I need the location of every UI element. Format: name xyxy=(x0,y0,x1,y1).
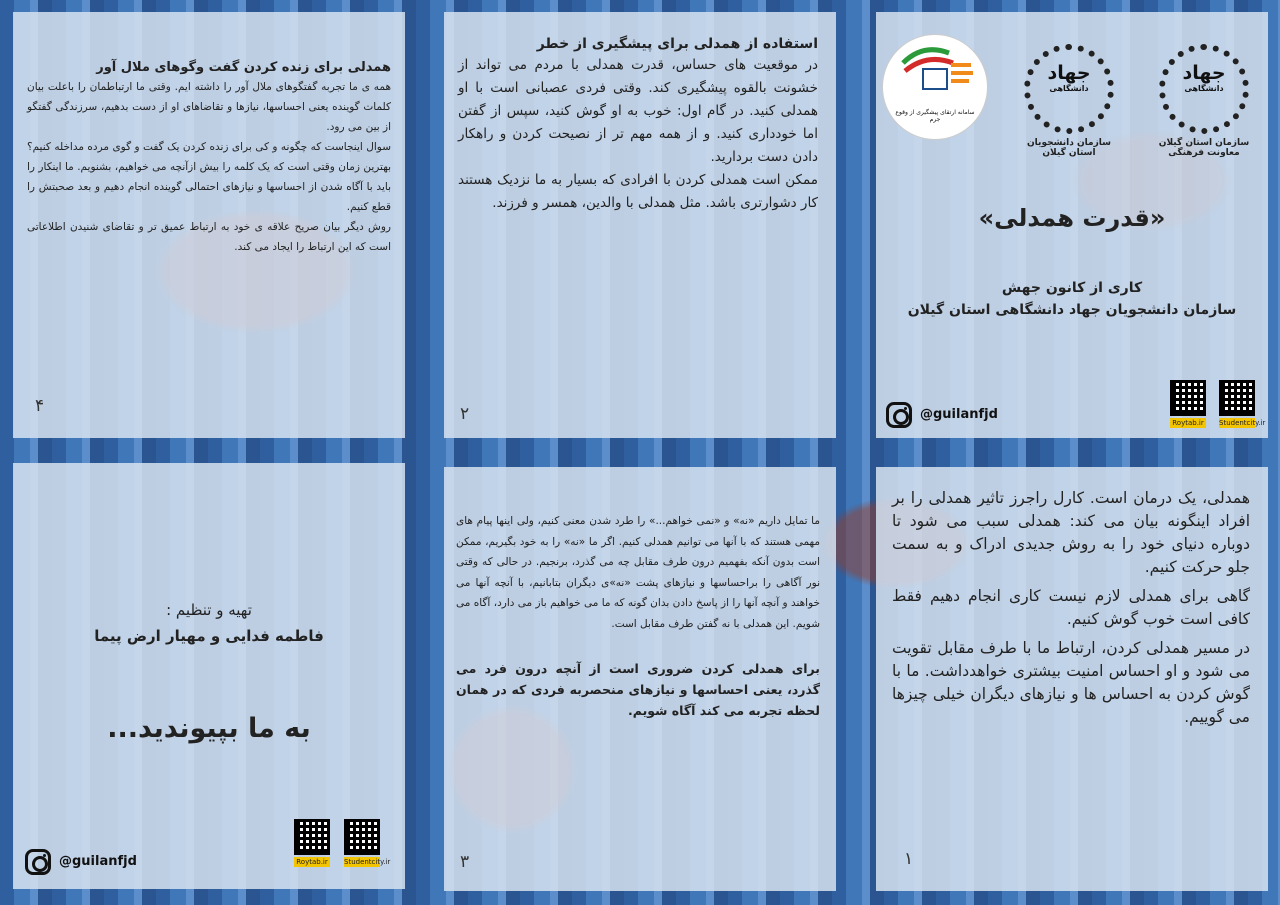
brochure-organization: سازمان دانشجویان جهاد دانشگاهی استان گیلان xyxy=(907,302,1237,318)
qr-code-studentcity[interactable] xyxy=(344,819,380,855)
panel2-title: استفاده از همدلی برای پیشگیری از خطر xyxy=(536,36,818,52)
emblem-icon xyxy=(883,35,987,105)
panel1-paragraph: همدلی، یک درمان است. کارل راجرز تاثیر همدلی را بر افراد اینگونه بیان می کند: همدلی سبب می شود تا دوباره دنیای خود را به روش جدیدی ادراک و به سمت جلو حرکت کنیم. xyxy=(892,489,1250,576)
brochure-subtitle: کاری از کانون جهش xyxy=(1001,280,1143,296)
panel-page-4 xyxy=(13,12,405,438)
cover-panel xyxy=(876,12,1268,438)
panel3-emphasis: برای همدلی کردن ضروری است از آنچه درون فرد می گذرد، یعنی احساسها و نیازهای منحصربه فردی که در همان لحظه تجربه می کند آگاه شویم. xyxy=(456,661,820,718)
crime-prevention-logo xyxy=(882,34,988,140)
qr-label: Studentcity.ir xyxy=(1219,419,1266,427)
panel-page-2 xyxy=(444,12,836,438)
jahad-logo-left xyxy=(1159,44,1249,134)
panel2-paragraph: ممکن است همدلی کردن با افرادی که بسیار به ما نزدیک هستند کار دشوارتری باشد. مثل همدلی با والدین، همسر و فرزند. xyxy=(458,172,818,211)
instagram-icon[interactable] xyxy=(25,849,51,875)
logo-word: جهاد xyxy=(1182,62,1226,84)
qr-code-roytab[interactable] xyxy=(294,819,330,855)
page-number: ۲ xyxy=(460,404,470,424)
brochure-title: «قدرت همدلی» xyxy=(978,204,1166,232)
prepared-by-label: تهیه و تنظیم : xyxy=(166,601,252,619)
qr-label: Roytab.ir xyxy=(1170,418,1206,428)
qr-code-roytab[interactable] xyxy=(1170,380,1206,416)
panel4-title: همدلی برای زنده کردن گفت وگوهای ملال آور xyxy=(96,60,391,75)
logo-sub: دانشگاهی xyxy=(1049,84,1089,93)
panel3-paragraph: ما تمایل داریم «نه» و «نمی خواهم...» را طرد شدن معنی کنیم، ولی اینها پیام های مهمی هستند که با آنها می توانیم همدلی کنیم. اگر ما «نه» را به خود بگیریم، ممکن است بدون آنکه بفهمیم درون طرف مقابل چه می گذرد، برنجیم. در حالی که وقتی نور آگاهی را براحساسها و نیازهای پشت «نه»ی دیگران بتابانیم، با آنچه آنها می خواهند و آنچه آنها را از پاسخ دادن بدان گونه که ما می خواهیم باز می دارد، آگاه می شویم. این همدلی با نه گفتن طرف مقابل است. xyxy=(456,515,820,630)
jahad-logo-right xyxy=(1024,44,1114,134)
logo-caption: سازمان استان گیلان معاونت فرهنگی xyxy=(1158,138,1250,158)
page-number: ۴ xyxy=(35,396,45,416)
panel-page-3 xyxy=(444,467,836,891)
panel-page-1 xyxy=(876,467,1268,891)
panel4-paragraph: سوال اینجاست که چگونه و کی برای زنده کردن یک گفت و گوی مرده مداخله کنیم؟ بهترین زمان وقتی است که یک کلمه را بیش ازآنچه می خواهیم، بشنویم. ما اینکار را باید با آگاه شدن از احساسها و نیازهای احتمالی گوینده انجام دهیم و بعد صحبتش را قطع کنیم. xyxy=(27,141,391,213)
qr-label: Studentcity.ir xyxy=(344,858,391,866)
logo-caption: سازمان دانشجویان استان گیلان xyxy=(1027,138,1111,158)
join-us-heading: به ما بپیوندید... xyxy=(107,713,311,744)
qr-label: Roytab.ir xyxy=(294,857,330,867)
panel4-paragraph: روش دیگر بیان صریح علاقه ی خود به ارتباط عمیق تر و تقاضای شنیدن اطلاعاتی است که این ارتباط را ایجاد می کند. xyxy=(27,221,391,253)
panel2-paragraph: در موقعیت های حساس، قدرت همدلی با مردم می تواند از خشونت بالقوه پیشگیری کند. وقتی فردی عصبانی است با او همدلی کنید. در گام اول: خوب به او گوش کنید، سپس از گفتن اما خودداری کنید. و از همه مهم تر از نصیحت کردن و راهکار دادن دست بردارید. xyxy=(458,57,818,165)
panel1-paragraph: در مسیر همدلی کردن، ارتباط ما با طرف مقابل تقویت می شود و او احساس امنیت بیشتری خواهدداشت. ما با گوش کردن به احساس ها و نیازهای دیگران خیلی چیزها می گوییم. xyxy=(892,639,1250,726)
instagram-handle[interactable]: @guilanfjd xyxy=(59,854,137,869)
logo-sub: دانشگاهی xyxy=(1184,84,1224,93)
panel1-paragraph: گاهی برای همدلی لازم نیست کاری انجام دهیم فقط کافی است خوب گوش کنیم. xyxy=(892,587,1250,628)
logo-caption: سامانه ارتقای پیشگیری از وقوع جرم xyxy=(895,109,975,123)
logo-word: جهاد xyxy=(1047,62,1091,84)
panel-back xyxy=(13,463,405,889)
qr-code-studentcity[interactable] xyxy=(1219,380,1255,416)
page-number: ۳ xyxy=(460,852,470,872)
instagram-handle[interactable]: @guilanfjd xyxy=(920,407,998,422)
authors: فاطمه فدایی و مهیار ارض پیما xyxy=(94,627,324,645)
panel4-paragraph: همه ی ما تجربه گفتگوهای ملال آور را داشته ایم. وقتی ما ارتباطمان را باعلت بیان کلمات گوینده یعنی احساسها، نیازها و تقاضاهای او از دست بدهیم، سرزندگی گفتگو از بین می رود. xyxy=(27,81,391,133)
page-number: ۱ xyxy=(904,849,914,869)
instagram-icon[interactable] xyxy=(886,402,912,428)
